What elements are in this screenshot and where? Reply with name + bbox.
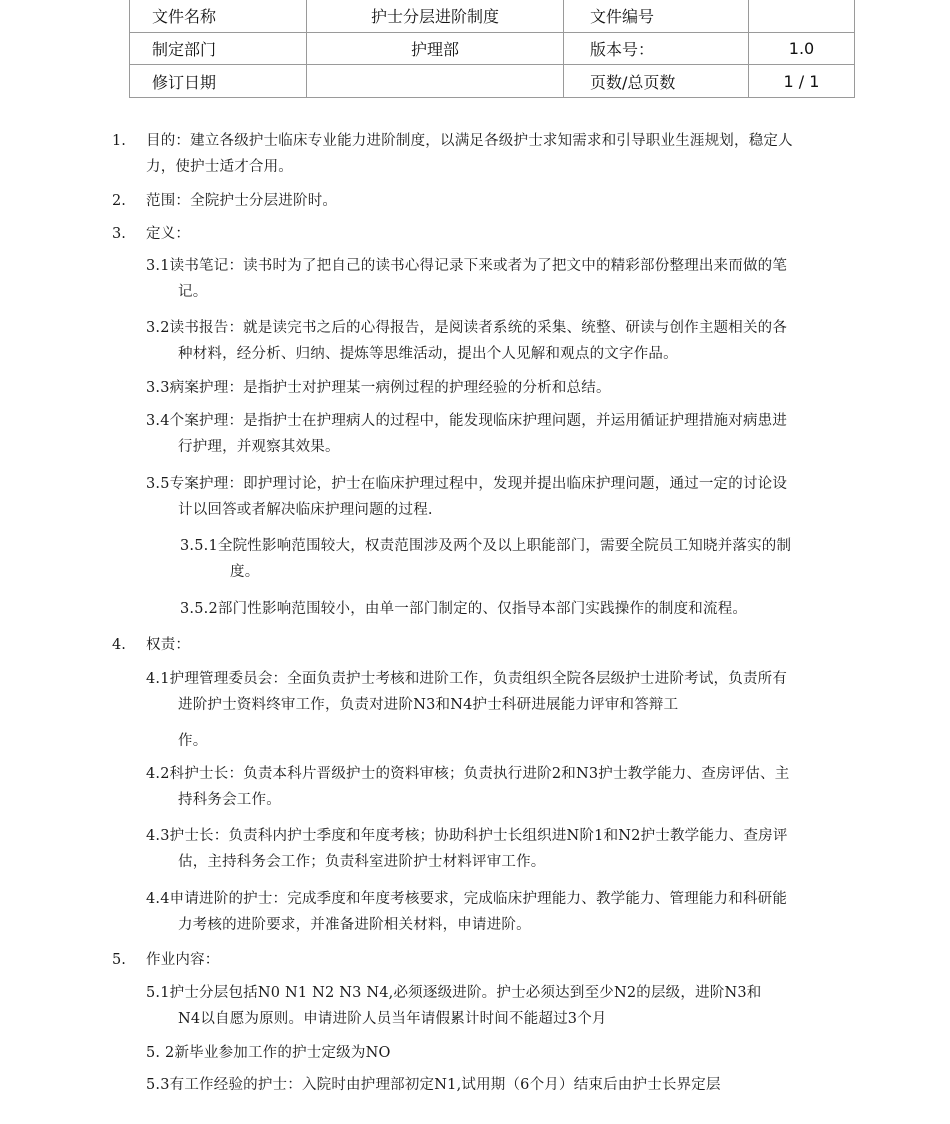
section-number-1: 1.: [112, 133, 126, 149]
responsibility-4-4: 力考核的进阶要求，并准备进阶相关材料，申请进阶。: [178, 917, 531, 933]
purpose-text: 力，使护士适才合用。: [146, 159, 293, 175]
responsibility-4-4: 4.4申请进阶的护士：完成季度和年度考核要求，完成临床护理能力、教学能力、管理能力和科研能: [146, 891, 788, 907]
definition-3-5: 计以回答或者解决临床护理问题的过程.: [178, 502, 433, 518]
work-content-heading: 作业内容：: [146, 952, 220, 968]
definition-3-5-1: 3.5.1全院性影响范围较大，权责范围涉及两个及以上职能部门，需要全院员工知晓并落实的制: [180, 538, 792, 554]
definition-3-3: 3.3病案护理：是指护士对护理某一病例过程的护理经验的分析和总结。: [146, 380, 611, 396]
responsibility-4-1: 进阶护士资料终审工作，负责对进阶N3和N4护士科研进展能力评审和答辩工: [178, 697, 679, 713]
section-number-4: 4.: [112, 637, 126, 653]
responsibility-4-3: 估，主持科务会工作；负责科室进阶护士材料评审工作。: [178, 854, 546, 870]
responsibility-4-2: 4.2科护士长：负责本科片晋级护士的资料审核；负责执行进阶2和N3护士教学能力、查房评估、主: [146, 766, 790, 782]
responsibilities-heading: 权责：: [146, 637, 191, 653]
label-doc-number: 文件编号: [564, 0, 749, 32]
definition-3-2: 种材料，经分析、归纳、提炼等思维活动，提出个人见解和观点的文字作品。: [178, 346, 678, 362]
definition-3-1: 3.1读书笔记：读书时为了把自己的读书心得记录下来或者为了把文中的精彩部份整理出来而做的笔: [146, 258, 788, 274]
value-page-count: 1 / 1: [749, 65, 855, 98]
responsibility-4-1: 4.1护理管理委员会：全面负责护士考核和进阶工作，负责组织全院各层级护士进阶考试，负责所有: [146, 671, 788, 687]
definitions-heading: 定义：: [146, 226, 191, 242]
document-header-table: [129, 0, 855, 98]
section-number-2: 2.: [112, 193, 126, 209]
value-doc-name: 护士分层进阶制度: [307, 0, 564, 32]
definition-3-5-1: 度。: [230, 564, 260, 580]
work-item-5-3: 5.3有工作经验的护士：入院时由护理部初定N1,试用期（6个月）结束后由护士长界定层: [146, 1077, 721, 1093]
value-version: 1.0: [749, 32, 855, 65]
header-row: [130, 65, 855, 98]
value-department: 护理部: [307, 32, 564, 65]
definition-3-4: 3.4个案护理：是指护士在护理病人的过程中，能发现临床护理问题，并运用循证护理措施对病患进: [146, 413, 788, 429]
section-number-5: 5.: [112, 952, 126, 968]
label-revision-date: 修订日期: [130, 65, 307, 98]
definition-3-5-2: 3.5.2部门性影响范围较小，由单一部门制定的、仅指导本部门实践操作的制度和流程。: [180, 601, 748, 617]
responsibility-4-3: 4.3护士长：负责科内护士季度和年度考核；协助科护士长组织进N阶1和N2护士教学能力、查房评: [146, 828, 788, 844]
work-item-5-1: N4以自愿为原则。申请进阶人员当年请假累计时间不能超过3个月: [178, 1011, 607, 1027]
purpose-text: 目的：建立各级护士临床专业能力进阶制度，以满足各级护士求知需求和引导职业生涯规划，稳定人: [146, 133, 793, 149]
value-doc-number: [749, 0, 855, 32]
definition-3-1: 记。: [178, 284, 208, 300]
scope-text: 范围：全院护士分层进阶时。: [146, 193, 338, 209]
header-row: [130, 32, 855, 65]
definition-3-5: 3.5专案护理：即护理讨论，护士在临床护理过程中，发现并提出临床护理问题，通过一定的讨论设: [146, 476, 788, 492]
definition-3-2: 3.2读书报告：就是读完书之后的心得报告，是阅读者系统的采集、统整、研读与创作主题相关的各: [146, 320, 788, 336]
label-department: 制定部门: [130, 32, 307, 65]
definition-3-4: 行护理，并观察其效果。: [178, 439, 340, 455]
label-version: 版本号：: [564, 32, 749, 65]
label-doc-name: 文件名称: [130, 0, 307, 32]
section-number-3: 3.: [112, 226, 126, 242]
responsibility-4-1: 作。: [178, 733, 208, 749]
work-item-5-1: 5.1护士分层包括N0 N1 N2 N3 N4,必须逐级进阶。护士必须达到至少N2的层级，进阶N3和: [146, 985, 762, 1001]
header-row: [130, 0, 855, 32]
value-revision-date: [307, 65, 564, 98]
work-item-5-2: 5. 2新毕业参加工作的护士定级为NO: [146, 1045, 391, 1061]
label-page-count: 页数/总页数: [564, 65, 749, 98]
responsibility-4-2: 持科务会工作。: [178, 792, 281, 808]
